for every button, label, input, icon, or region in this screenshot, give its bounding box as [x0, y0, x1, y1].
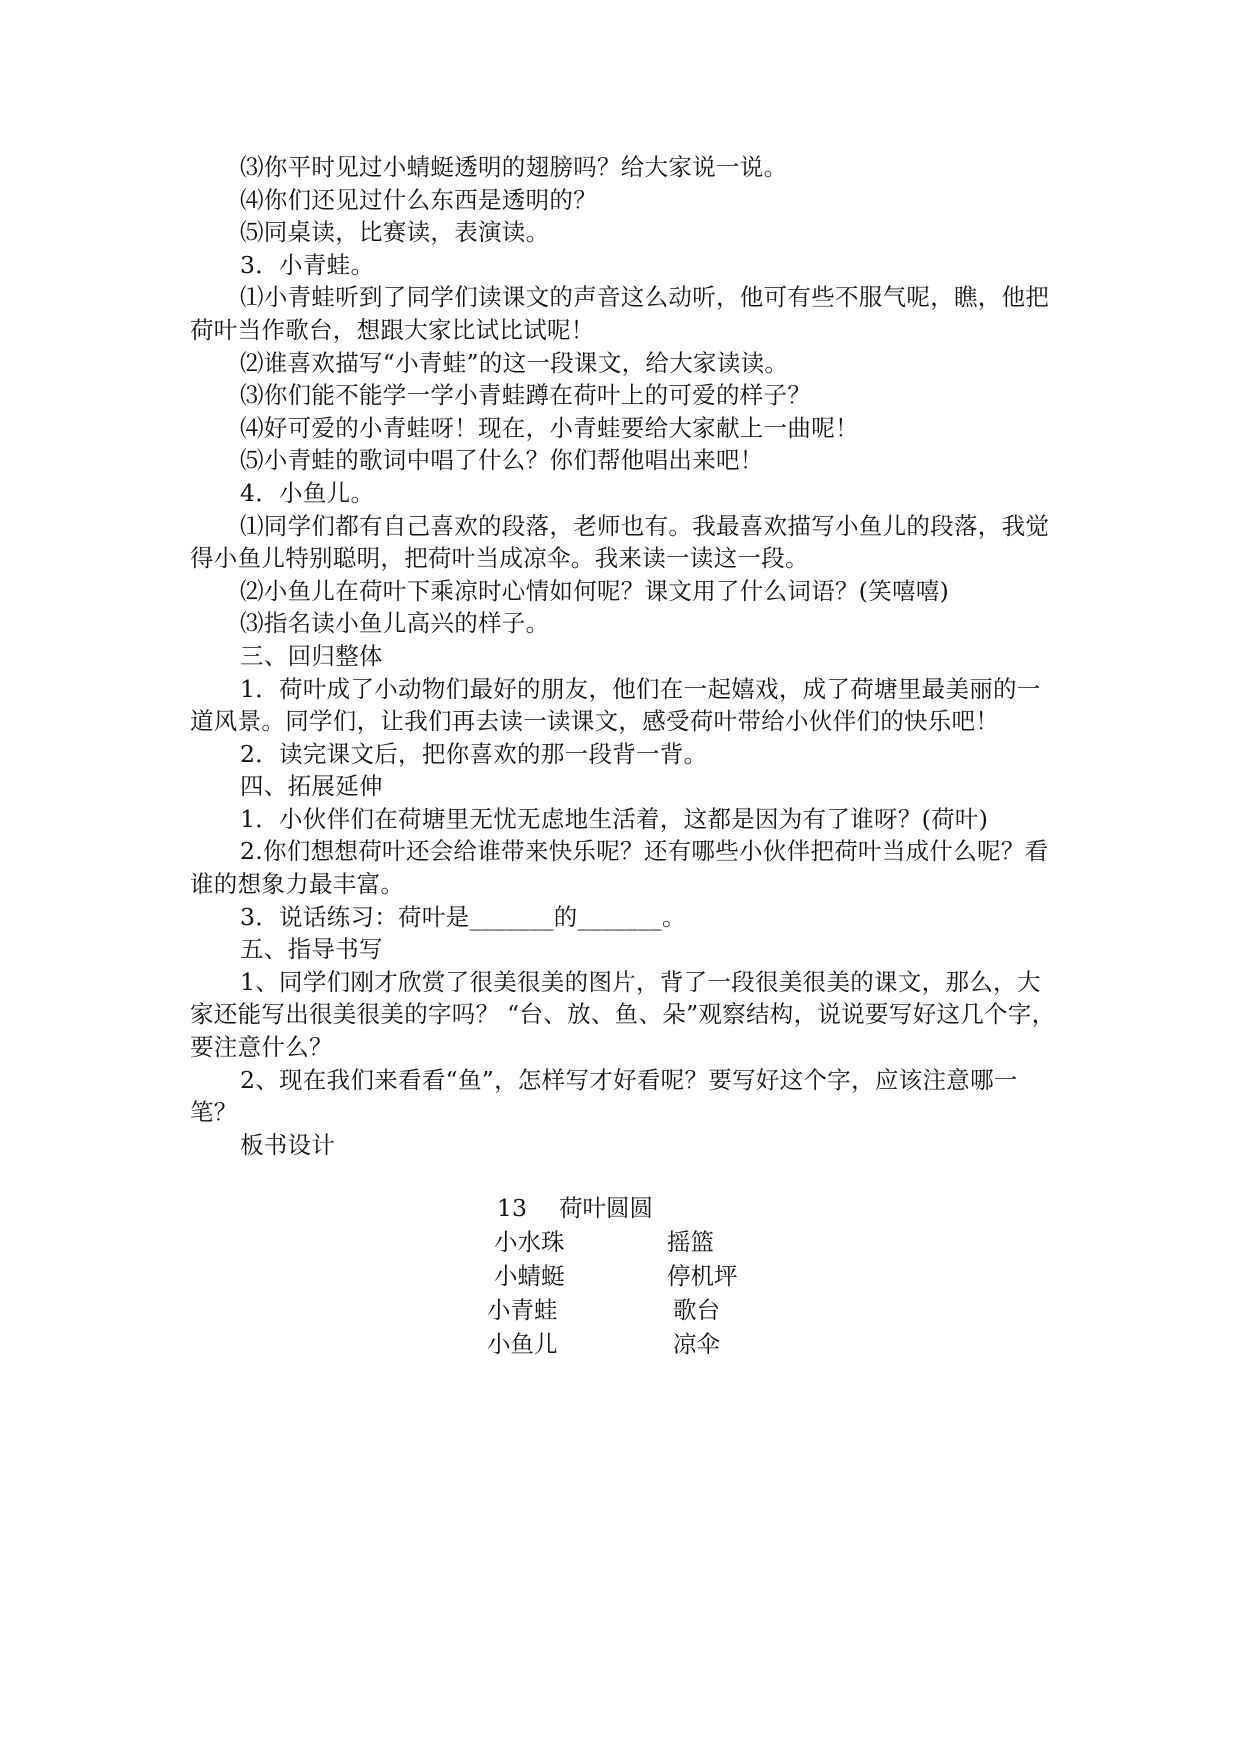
- board-right-item: 凉伞: [673, 1330, 720, 1358]
- paragraph: 1．小伙伴们在荷塘里无忧无虑地生活着，这都是因为有了谁呀？(荷叶): [240, 804, 989, 833]
- section-heading: 三、回归整体: [240, 641, 383, 670]
- paragraph: 3．说话练习：荷叶是_______的_______。: [240, 902, 686, 931]
- section-heading: 四、拓展延伸: [240, 772, 383, 801]
- paragraph: ⑸小青蛙的歌词中唱了什么？你们帮他唱出来吧！: [240, 446, 764, 475]
- section-heading: 五、指导书写: [240, 935, 383, 964]
- paragraph: 2.你们想想荷叶还会给谁带来快乐呢？还有哪些小伙伴把荷叶当成什么呢？看谁的想象力最丰富。: [190, 837, 1049, 899]
- lesson-title: 荷叶圆圆: [559, 1194, 653, 1222]
- paragraph: ⑵谁喜欢描写“小青蛙”的这一段课文，给大家读读。: [240, 348, 789, 377]
- paragraph: 2．读完课文后，把你喜欢的那一段背一背。: [240, 739, 708, 768]
- paragraph: ⑶你平时见过小蜻蜓透明的翅膀吗？给大家说一说。: [240, 153, 788, 181]
- lesson-number: 13: [497, 1194, 527, 1222]
- paragraph: ⑴同学们都有自己喜欢的段落，老师也有。我最喜欢描写小鱼儿的段落，我觉得小鱼儿特别聪明，把荷叶当成凉伞。我来读一读这一段。: [190, 511, 1050, 573]
- section-heading: 板书设计: [240, 1130, 336, 1159]
- paragraph: 1．荷叶成了小动物们最好的朋友，他们在一起嬉戏，成了荷塘里最美丽的一道风景。同学们，让我们再去读一读课文，感受荷叶带给小伙伴们的快乐吧！: [190, 674, 1041, 736]
- paragraph: ⑴小青蛙听到了同学们读课文的声音这么动听，他可有些不服气呢，瞧，他把荷叶当作歌台，想跟大家比试比试呢！: [190, 283, 1050, 344]
- lesson-body: [190, 151, 1060, 1161]
- paragraph: ⑷好可爱的小青蛙呀！现在，小青蛙要给大家献上一曲呢！: [240, 413, 859, 442]
- board-left-item: 小鱼儿: [487, 1330, 558, 1358]
- paragraph: ⑵小鱼儿在荷叶下乘凉时心情如何呢？课文用了什么词语？(笑嘻嘻): [240, 576, 950, 605]
- paragraph: ⑸同桌读，比赛读，表演读。: [240, 218, 550, 247]
- board-right-item: 停机坪: [667, 1262, 738, 1290]
- section-heading: 4．小鱼儿。: [240, 478, 375, 507]
- board-left-item: 小青蛙: [487, 1296, 558, 1324]
- paragraph: 1、同学们刚才欣赏了很美很美的图片，背了一段很美很美的课文，那么，大家还能写出很美很美的字吗？ “台、放、鱼、朵”观察结构，说说要写好这几个字，要注意什么？: [190, 967, 1056, 1062]
- paragraph: ⑶指名读小鱼儿高兴的样子。: [240, 609, 550, 638]
- board-title: [497, 1192, 653, 1225]
- board-left-item: 小水珠: [494, 1228, 565, 1256]
- board-left-item: 小蜻蜓: [494, 1262, 565, 1290]
- board-right-item: 歌台: [673, 1296, 720, 1324]
- section-heading: 3．小青蛙。: [240, 250, 375, 279]
- board-right-item: 摇篮: [667, 1228, 714, 1256]
- paragraph: 2、现在我们来看看“鱼”，怎样写才好看呢？要写好这个字，应该注意哪一笔？: [190, 1065, 1018, 1127]
- paragraph: ⑶你们能不能学一学小青蛙蹲在荷叶上的可爱的样子？: [240, 381, 812, 410]
- paragraph: ⑷你们还见过什么东西是透明的？: [240, 185, 597, 214]
